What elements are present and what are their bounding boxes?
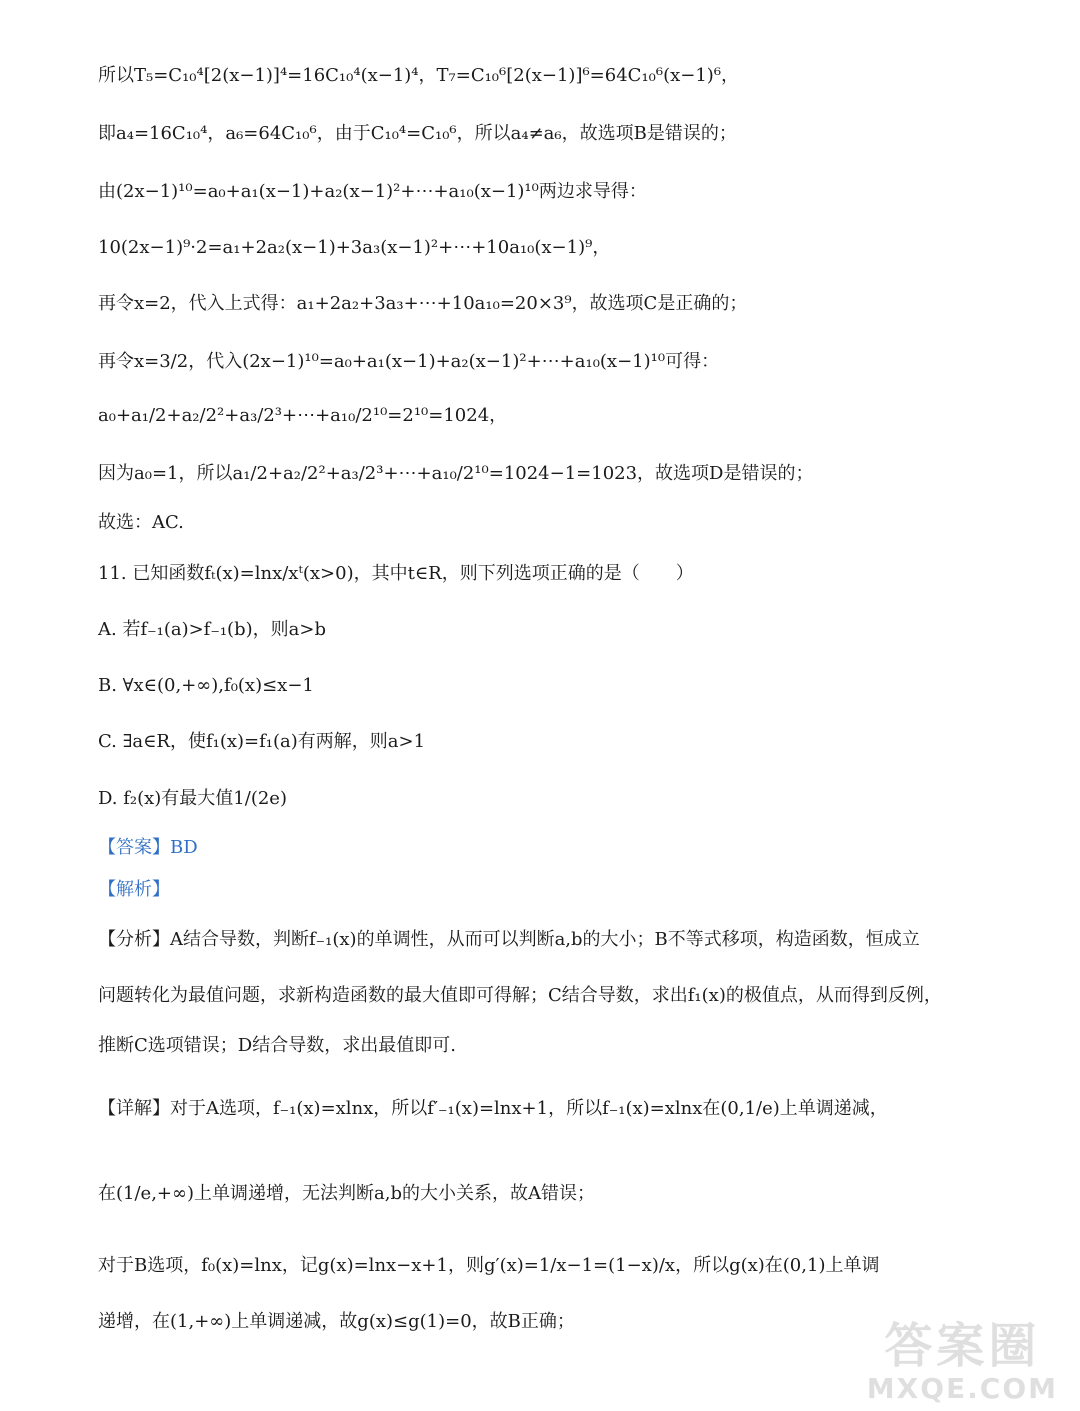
analysis-label: 【解析】 [98, 879, 170, 900]
option-b: B. ∀x∈(0,+∞),f₀(x)≤x−1 [98, 675, 314, 696]
text-line: 10(2x−1)⁹·2=a₁+2a₂(x−1)+3a₃(x−1)²+⋯+10a₁₀(x−1)⁹， [98, 237, 611, 258]
text-line: 【分析】A结合导数，判断f₋₁(x)的单调性，从而可以判断a,b的大小；B不等式移项，构造函数，恒成立 [98, 929, 920, 950]
text-line: 所以T₅=C₁₀⁴[2(x−1)]⁴=16C₁₀⁴(x−1)⁴，T₇=C₁₀⁶[2(x−1)]⁶=64C₁₀⁶(x−1)⁶， [98, 65, 740, 86]
text-line: 问题转化为最值问题，求新构造函数的最大值即可得解；C结合导数，求出f₁(x)的极值点，从而得到反例， [98, 985, 942, 1006]
text-line: 递增，在(1,+∞)上单调递减，故g(x)≤g(1)=0，故B正确； [98, 1311, 575, 1332]
option-c: C. ∃a∈R，使f₁(x)=f₁(a)有两解，则a>1 [98, 731, 426, 752]
text-line: 由(2x−1)¹⁰=a₀+a₁(x−1)+a₂(x−1)²+⋯+a₁₀(x−1)¹⁰两边求导得： [98, 181, 647, 202]
text-line: a₀+a₁/2+a₂/2²+a₃/2³+⋯+a₁₀/2¹⁰=2¹⁰=1024， [98, 405, 508, 426]
option-d: D. f₂(x)有最大值1/(2e) [98, 788, 287, 809]
text-line: 推断C选项错误；D结合导数，求出最值即可. [98, 1035, 456, 1056]
text-line: 再令x=2，代入上式得：a₁+2a₂+3a₃+⋯+10a₁₀=20×3⁹，故选项C是正确的； [98, 293, 748, 314]
option-a: A. 若f₋₁(a)>f₋₁(b)，则a>b [98, 619, 326, 640]
answer-label: 【答案】BD [98, 837, 198, 858]
text-line: 对于B选项，f₀(x)=lnx，记g(x)=lnx−x+1，则g′(x)=1/x−1=(1−x)/x，所以g(x)在(0,1)上单调 [98, 1255, 880, 1276]
watermark-logo: 答案圈 MXQE.COM [866, 1318, 1058, 1405]
question-stem: 11. 已知函数fₜ(x)=lnx/xᵗ(x>0)，其中t∈R，则下列选项正确的是（ ） [98, 563, 694, 584]
text-line: 故选：AC. [98, 512, 184, 533]
text-line: 在(1/e,+∞)上单调递增，无法判断a,b的大小关系，故A错误； [98, 1183, 595, 1204]
text-line: 即a₄=16C₁₀⁴，a₆=64C₁₀⁶，由于C₁₀⁴=C₁₀⁶，所以a₄≠a₆，故选项B是错误的； [98, 123, 737, 144]
text-line: 因为a₀=1，所以a₁/2+a₂/2²+a₃/2³+⋯+a₁₀/2¹⁰=1024−1=1023，故选项D是错误的； [98, 463, 814, 484]
text-line: 【详解】对于A选项，f₋₁(x)=xlnx，所以f′₋₁(x)=lnx+1，所以f₋₁(x)=xlnx在(0,1/e)上单调递减， [98, 1098, 888, 1119]
text-line: 再令x=3/2，代入(2x−1)¹⁰=a₀+a₁(x−1)+a₂(x−1)²+⋯+a₁₀(x−1)¹⁰可得： [98, 351, 720, 372]
